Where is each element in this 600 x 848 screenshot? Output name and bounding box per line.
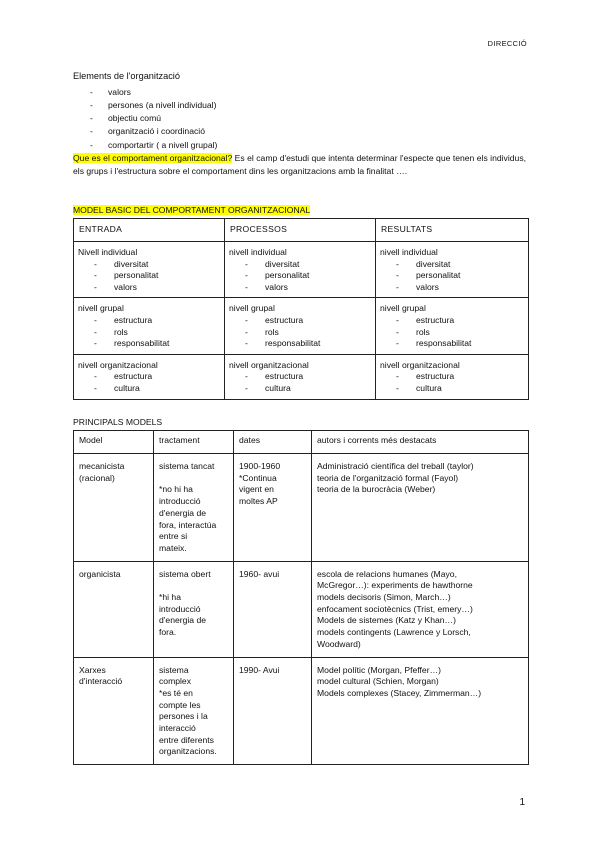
level-items [229,259,371,294]
column-header: tractament [154,431,234,454]
list-item: - estructura [245,371,304,382]
level-label: Nivell individual [78,247,138,257]
list-item: - valors [396,281,439,292]
list-item: - responsabilitat [396,338,472,349]
table-row [74,354,529,399]
definition-paragraph [73,152,526,177]
list-item: - estructura [94,371,153,382]
list-item: - persones (a nivell individual) [90,100,217,111]
table-cell [225,242,376,298]
table-row [74,657,529,765]
cell-line: entre si [159,531,188,542]
models-title: PRINCIPALS MODELS [73,417,163,427]
table-row [74,454,529,562]
column-header: Model [74,431,154,454]
cell-line: Woodward) [317,638,361,649]
table-cell-model [74,561,154,657]
list-item: - diversitat [396,258,451,269]
list-item: - valors [90,86,131,97]
cell-line: Administració científica del treball (taylor) [317,461,474,471]
cell-line: mateix. [159,542,187,553]
cell-line: escola de relacions humanes (Mayo, [317,568,457,579]
table-cell [74,242,225,298]
list-item: - rols [396,326,430,337]
cell-line: 1960- avui [239,568,280,579]
cell-line [159,473,229,485]
level-items [380,315,524,350]
list-item: - estructura [396,371,455,382]
cell-line: entre diferents [159,734,214,745]
cell-line: 1990- Avui [239,664,280,675]
table-row [74,242,529,298]
table-cell-dates [234,454,312,562]
table-cell-autors [312,657,529,765]
cell-line: persones i la [159,711,208,722]
list-item: - rols [245,326,279,337]
cell-line: mecanicista [79,461,125,471]
list-item: - valors [94,281,137,292]
level-label: nivell organitzacional [229,359,309,370]
level-label: nivell organitzacional [78,359,158,370]
cell-line: models decisoris (Simon, March…) [317,592,451,603]
cell-line: 1900-1960 [239,461,281,471]
cell-line: d'energia de [159,615,207,626]
cell-line: sistema obert [159,568,211,579]
list-item: - estructura [245,314,304,325]
section-title: Elements de l'organització [73,71,180,81]
cell-line: complex [159,676,191,687]
cell-line [159,580,229,592]
cell-line: sistema [159,664,189,675]
cell-line: Model polític (Morgan, Pfeffer…) [317,664,442,675]
page-header: DIRECCIÓ [487,39,527,48]
cell-line: teoria de l'organització formal (Fayol) [317,472,459,483]
table-header-row [74,431,529,454]
list-item: - diversitat [94,258,149,269]
level-label: nivell grupal [380,303,426,314]
model-basic-table [73,218,529,400]
cell-line: *es té en [159,687,193,698]
column-header: ENTRADA [74,219,225,242]
table-cell-dates [234,657,312,765]
cell-line: *no hi ha [159,484,193,495]
cell-line: teoria de la burocràcia (Weber) [317,484,436,495]
table-row [74,298,529,354]
cell-line: moltes AP [239,496,278,507]
table-cell [225,298,376,354]
cell-line: (racional) [79,472,115,483]
table-cell [376,354,529,399]
cell-line: vigent en [239,484,274,495]
column-header: autors i corrents més destacats [312,431,529,454]
model-basic-title: MODEL BASIC DEL COMPORTAMENT ORGANITZACIONAL [73,205,311,215]
table-cell-tractament [154,657,234,765]
level-items [78,259,220,294]
list-item: - cultura [396,382,442,393]
list-item: - cultura [94,382,140,393]
cell-line: organicista [79,568,121,579]
level-label: nivell individual [380,247,438,257]
table-cell-tractament [154,454,234,562]
highlighted-question: Que es el comportament organitzacional? [73,153,233,163]
models-table [73,430,529,765]
level-label: nivell individual [229,247,287,257]
cell-line: compte les [159,699,201,710]
page-number: 1 [519,797,525,808]
cell-line: d'energia de [159,507,207,518]
list-item: - responsabilitat [245,338,321,349]
level-items [380,371,524,394]
level-label: nivell organitzacional [380,359,460,370]
level-label: nivell grupal [78,303,124,314]
cell-line: *Continua [239,472,277,483]
list-item: - personalitat [94,270,159,281]
list-item: - personalitat [245,270,310,281]
cell-line: d'interacció [79,676,123,687]
cell-line: Models complexes (Stacey, Zimmerman…) [317,687,482,698]
cell-line: organitzacions. [159,746,217,757]
list-item: - valors [245,281,288,292]
table-cell [74,354,225,399]
table-cell [376,242,529,298]
table-cell-tractament [154,561,234,657]
list-item: - estructura [396,314,455,325]
elements-list [90,86,217,152]
cell-line: Models de sistemes (Katz y Khan…) [317,615,456,626]
table-cell-model [74,657,154,765]
table-cell-model [74,454,154,562]
cell-line: Xarxes [79,664,106,675]
list-item: - organització i coordinació [90,126,205,137]
table-cell [376,298,529,354]
list-item: - comportartir ( a nivell grupal) [90,139,218,150]
table-cell [74,298,225,354]
cell-line: model cultural (Schien, Morgan) [317,676,439,687]
table-cell-dates [234,561,312,657]
column-header: PROCESSOS [225,219,376,242]
table-row [74,561,529,657]
column-header: dates [234,431,312,454]
list-item: - objectiu comú [90,113,162,124]
table-header-row [74,219,529,242]
table-cell-autors [312,454,529,562]
list-item: - cultura [245,382,291,393]
cell-line: fora, interactúa [159,519,217,530]
list-item: - personalitat [396,270,461,281]
level-items [78,371,220,394]
list-item: - estructura [94,314,153,325]
table-cell [225,354,376,399]
list-item: - diversitat [245,258,300,269]
list-item: - rols [94,326,128,337]
cell-line: interacció [159,723,196,734]
column-header: RESULTATS [376,219,529,242]
level-label: nivell grupal [229,303,275,314]
definition-text: Es el camp d'estudi que intenta determinar l'especte que tenen els individus, els grups i l'estructura sobre el comportament dins les organitzacions amb la finalitat …. [73,153,526,176]
cell-line: enfocament sociotècnics (Trist, emery…) [317,603,473,614]
cell-line: models contingents (Lawrence y Lorsch, [317,627,471,638]
list-item: - responsabilitat [94,338,170,349]
cell-line: introducció [159,603,201,614]
level-items [229,371,371,394]
cell-line: fora. [159,627,177,638]
level-items [78,315,220,350]
cell-line: *hi ha [159,592,181,602]
cell-line: sistema tancat [159,461,215,471]
table-cell-autors [312,561,529,657]
level-items [380,259,524,294]
cell-line: McGregor…): experiments de hawthorne [317,580,473,591]
level-items [229,315,371,350]
cell-line: introducció [159,496,201,507]
